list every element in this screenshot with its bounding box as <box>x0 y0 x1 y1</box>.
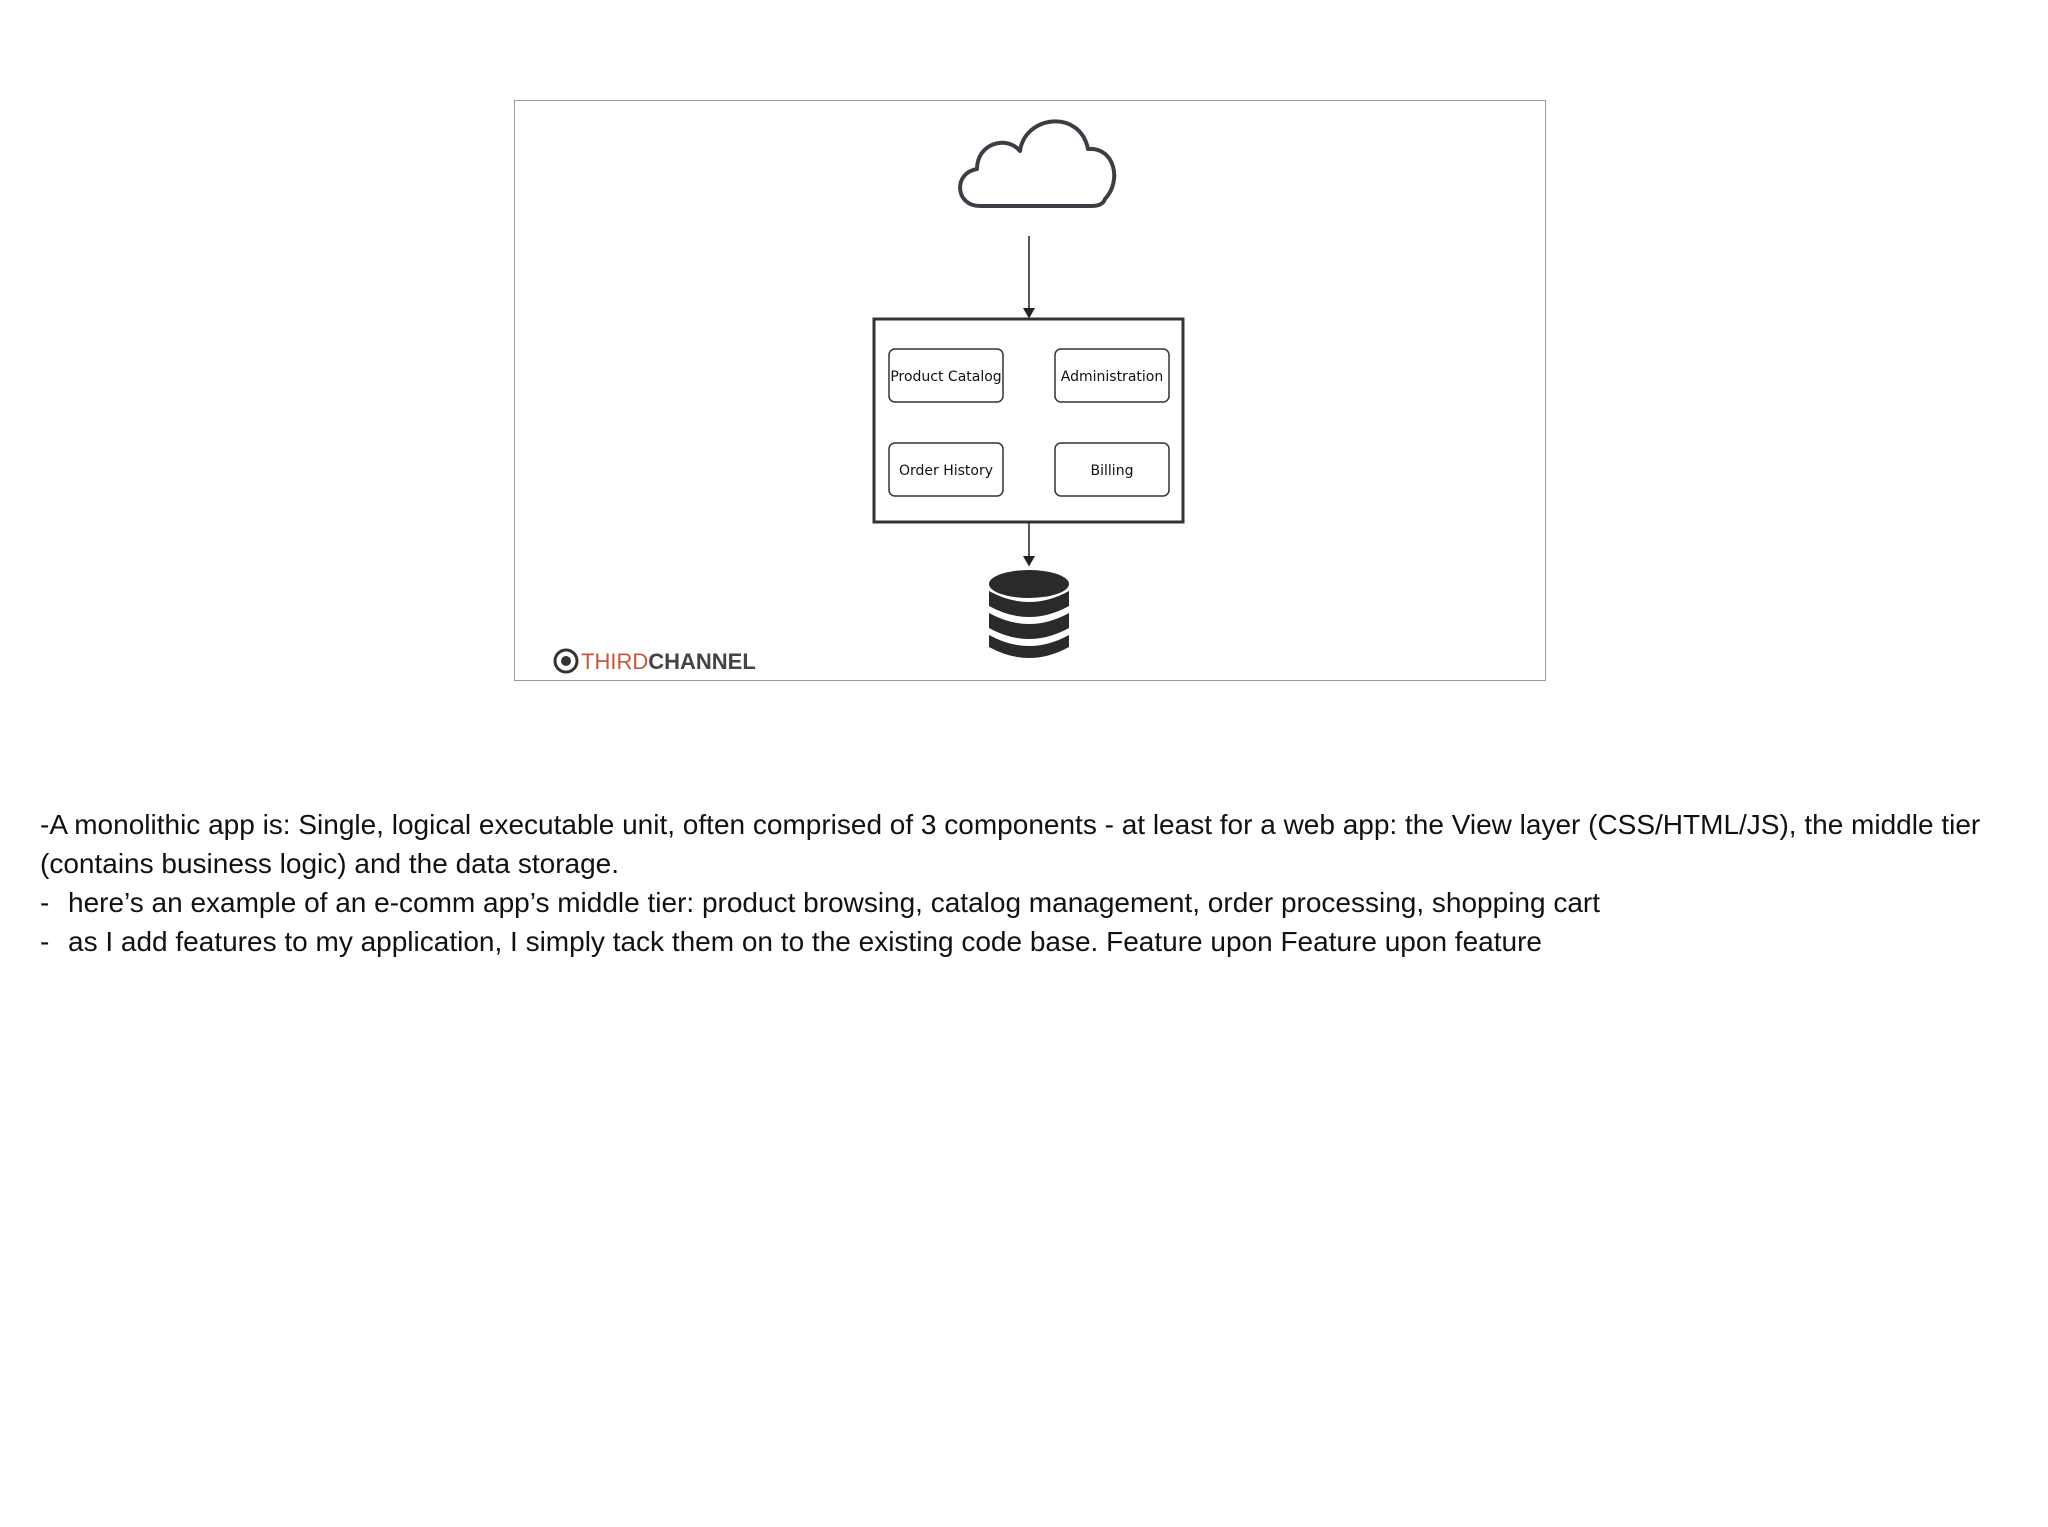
module-product-catalog <box>889 349 1003 402</box>
cloud-icon <box>960 121 1114 206</box>
module-label: Order History <box>898 463 994 479</box>
module-billing <box>1055 443 1169 496</box>
bullet-text: as I add features to my application, I simply tack them on to the existing code base. Feature upon Feature upon feature <box>68 926 1542 957</box>
bullet-marker: - <box>40 926 50 957</box>
diagram-frame <box>514 100 1546 681</box>
brand-logo-text <box>581 649 756 674</box>
module-order-history <box>889 443 1003 496</box>
notes-intro: -A monolithic app is: Single, logical executable unit, often comprised of 3 components - at least for a web app: the View layer (CSS/HTML/JS), the middle tier (contains business logic) and the data storage. <box>40 809 1981 879</box>
architecture-diagram <box>515 101 1547 682</box>
module-label: Administration <box>1060 369 1164 385</box>
module-label: Billing <box>1090 463 1134 479</box>
bullet-marker: - <box>40 887 50 918</box>
bullet-text: here’s an example of an e-comm app’s middle tier: product browsing, catalog management, order processing, shopping cart <box>68 887 1601 918</box>
speaker-notes <box>40 805 2015 961</box>
notes-bullet <box>40 883 2015 922</box>
database-icon <box>989 570 1069 658</box>
module-administration <box>1055 349 1169 402</box>
notes-bullet <box>40 922 2015 961</box>
thirdchannel-logo-icon <box>555 650 577 672</box>
module-label: Product Catalog <box>890 369 1002 385</box>
brand-third: THIRD <box>581 649 649 674</box>
brand-channel: CHANNEL <box>648 649 756 674</box>
